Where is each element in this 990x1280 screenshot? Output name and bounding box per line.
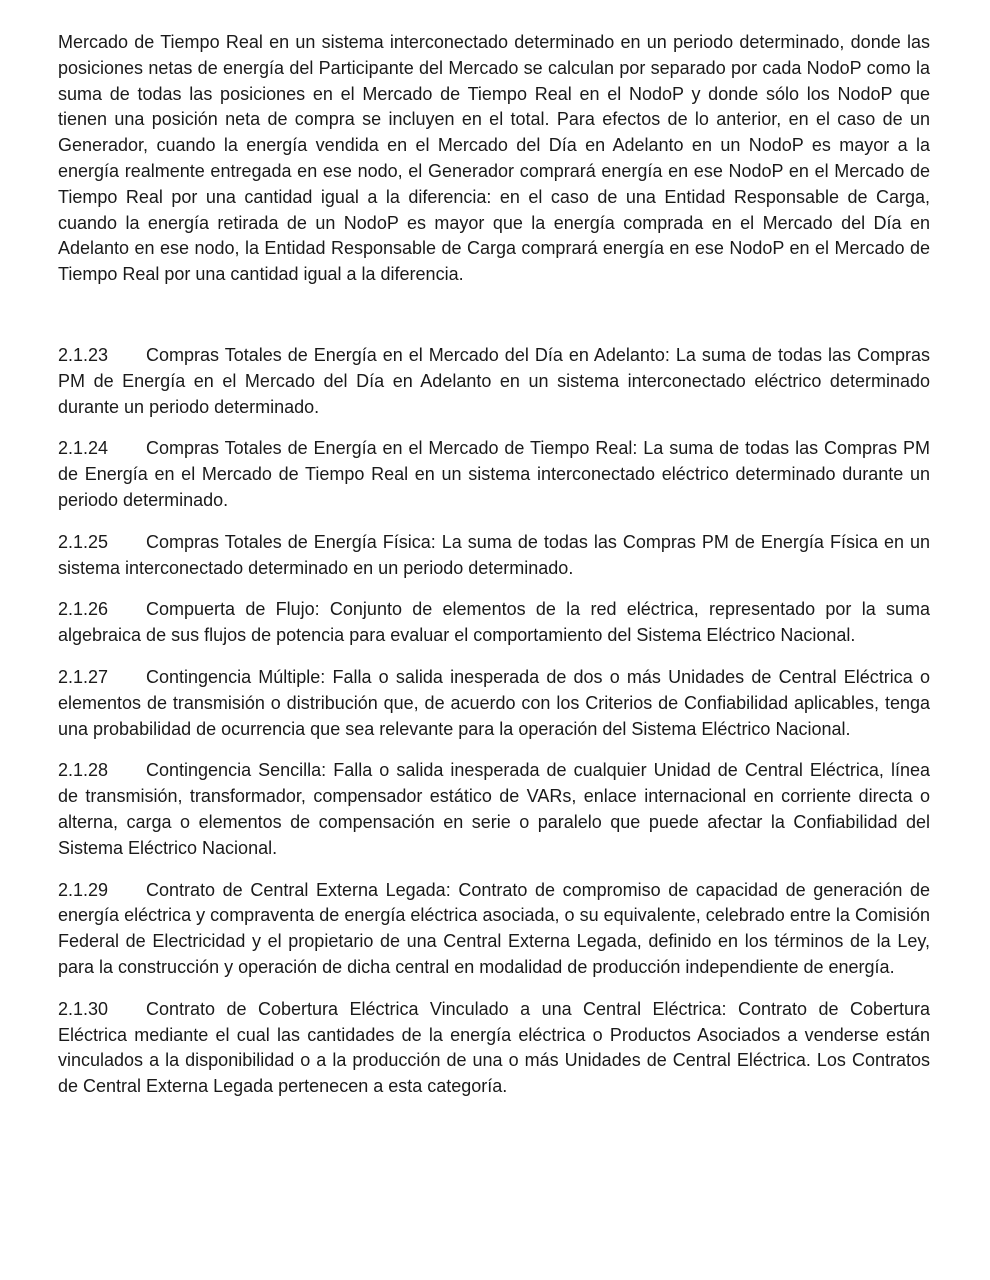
definition-text: Contingencia Sencilla: Falla o salida inesperada de cualquier Unidad de Central Eléctrica, línea de transmisión, transformador, compensador estático de VARs, enlace internacional en corriente directa o alterna, carga o elementos de compensación en serie o paralelo que puede afectar la Confiabilidad del Sistema Eléctrico Nacional. [58,760,930,858]
definition-paragraph [58,597,930,649]
definition-number: 2.1.29 [58,879,109,900]
definition-number: 2.1.28 [58,760,109,781]
definition-paragraph [58,997,930,1100]
definition-paragraph [58,436,930,513]
definition-text: Contingencia Múltiple: Falla o salida inesperada de dos o más Unidades de Central Eléctrica o elementos de transmisión o distribución que, de acuerdo con los Criterios de Confiabilidad aplicables, tenga una probabilidad de ocurrencia que sea relevante para la operación del Sistema Eléctrico Nacional. [58,666,930,739]
definition-number: 2.1.30 [58,998,109,1019]
definition-number: 2.1.23 [58,344,109,365]
document-page [58,30,930,1116]
definition-text: Compras Totales de Energía Física: La suma de todas las Compras PM de Energía Física en un sistema interconectado determinado en un periodo determinado. [58,531,930,578]
definition-number: 2.1.24 [58,438,109,459]
definition-paragraph [58,758,930,861]
definition-text: Contrato de Cobertura Eléctrica Vinculado a una Central Eléctrica: Contrato de Cobertura Eléctrica mediante el cual las cantidades de la energía eléctrica o Productos Asociados a venderse están vinculados a la disponibilidad o a la producción de una o más Unidades de Central Eléctrica. Los Contratos de Central Externa Legada pertenecen a esta categoría. [58,998,930,1097]
definition-number: 2.1.26 [58,599,109,620]
definition-number: 2.1.27 [58,666,109,687]
definition-text: Contrato de Central Externa Legada: Contrato de compromiso de capacidad de generación de energía eléctrica y compraventa de energía eléctrica asociada, o su equivalente, celebrado entre la Comisión Federal de Electricidad y el propietario de una Central Externa Legada, definido en los términos de la Ley, para la construcción y operación de dicha central en modalidad de producción independiente de energía. [58,879,930,977]
definition-text: Compuerta de Flujo: Conjunto de elementos de la red eléctrica, representado por la suma algebraica de sus flujos de potencia para evaluar el comportamiento del Sistema Eléctrico Nacional. [58,599,930,646]
definition-paragraph [58,343,930,420]
definition-paragraph [58,878,930,981]
intro-paragraph: Mercado de Tiempo Real en un sistema interconectado determinado en un periodo determinado, donde las posiciones netas de energía del Participante del Mercado se calculan por separado por cada NodoP como la suma de todas las posiciones en el Mercado de Tiempo Real en el NodoP y donde sólo los NodoP que tienen una posición neta de compra se incluyen en el total. Para efectos de lo anterior, en el caso de un Generador, cuando la energía vendida en el Mercado del Día en Adelanto en un NodoP es mayor a la energía realmente entregada en ese nodo, el Generador comprará energía en ese NodoP en el Mercado de Tiempo Real por una cantidad igual a la diferencia: en el caso de una Entidad Responsable de Carga, cuando la energía retirada de un NodoP es mayor que la energía comprada en el Mercado del Día en Adelanto en ese nodo, la Entidad Responsable de Carga comprará energía en ese NodoP en el Mercado de Tiempo Real por una cantidad igual a la diferencia. [58,32,930,285]
definitions-list [58,343,930,1100]
definition-paragraph [58,530,930,582]
definition-paragraph [58,665,930,742]
definition-text: Compras Totales de Energía en el Mercado de Tiempo Real: La suma de todas las Compras PM de Energía en el Mercado de Tiempo Real en un sistema interconectado eléctrico determinado durante un periodo determinado. [58,438,930,510]
definition-number: 2.1.25 [58,531,109,552]
definition-text: Compras Totales de Energía en el Mercado del Día en Adelanto: La suma de todas las Compras PM de Energía en el Mercado del Día en Adelanto en un sistema interconectado eléctrico determinado durante un periodo determinado. [58,344,930,417]
